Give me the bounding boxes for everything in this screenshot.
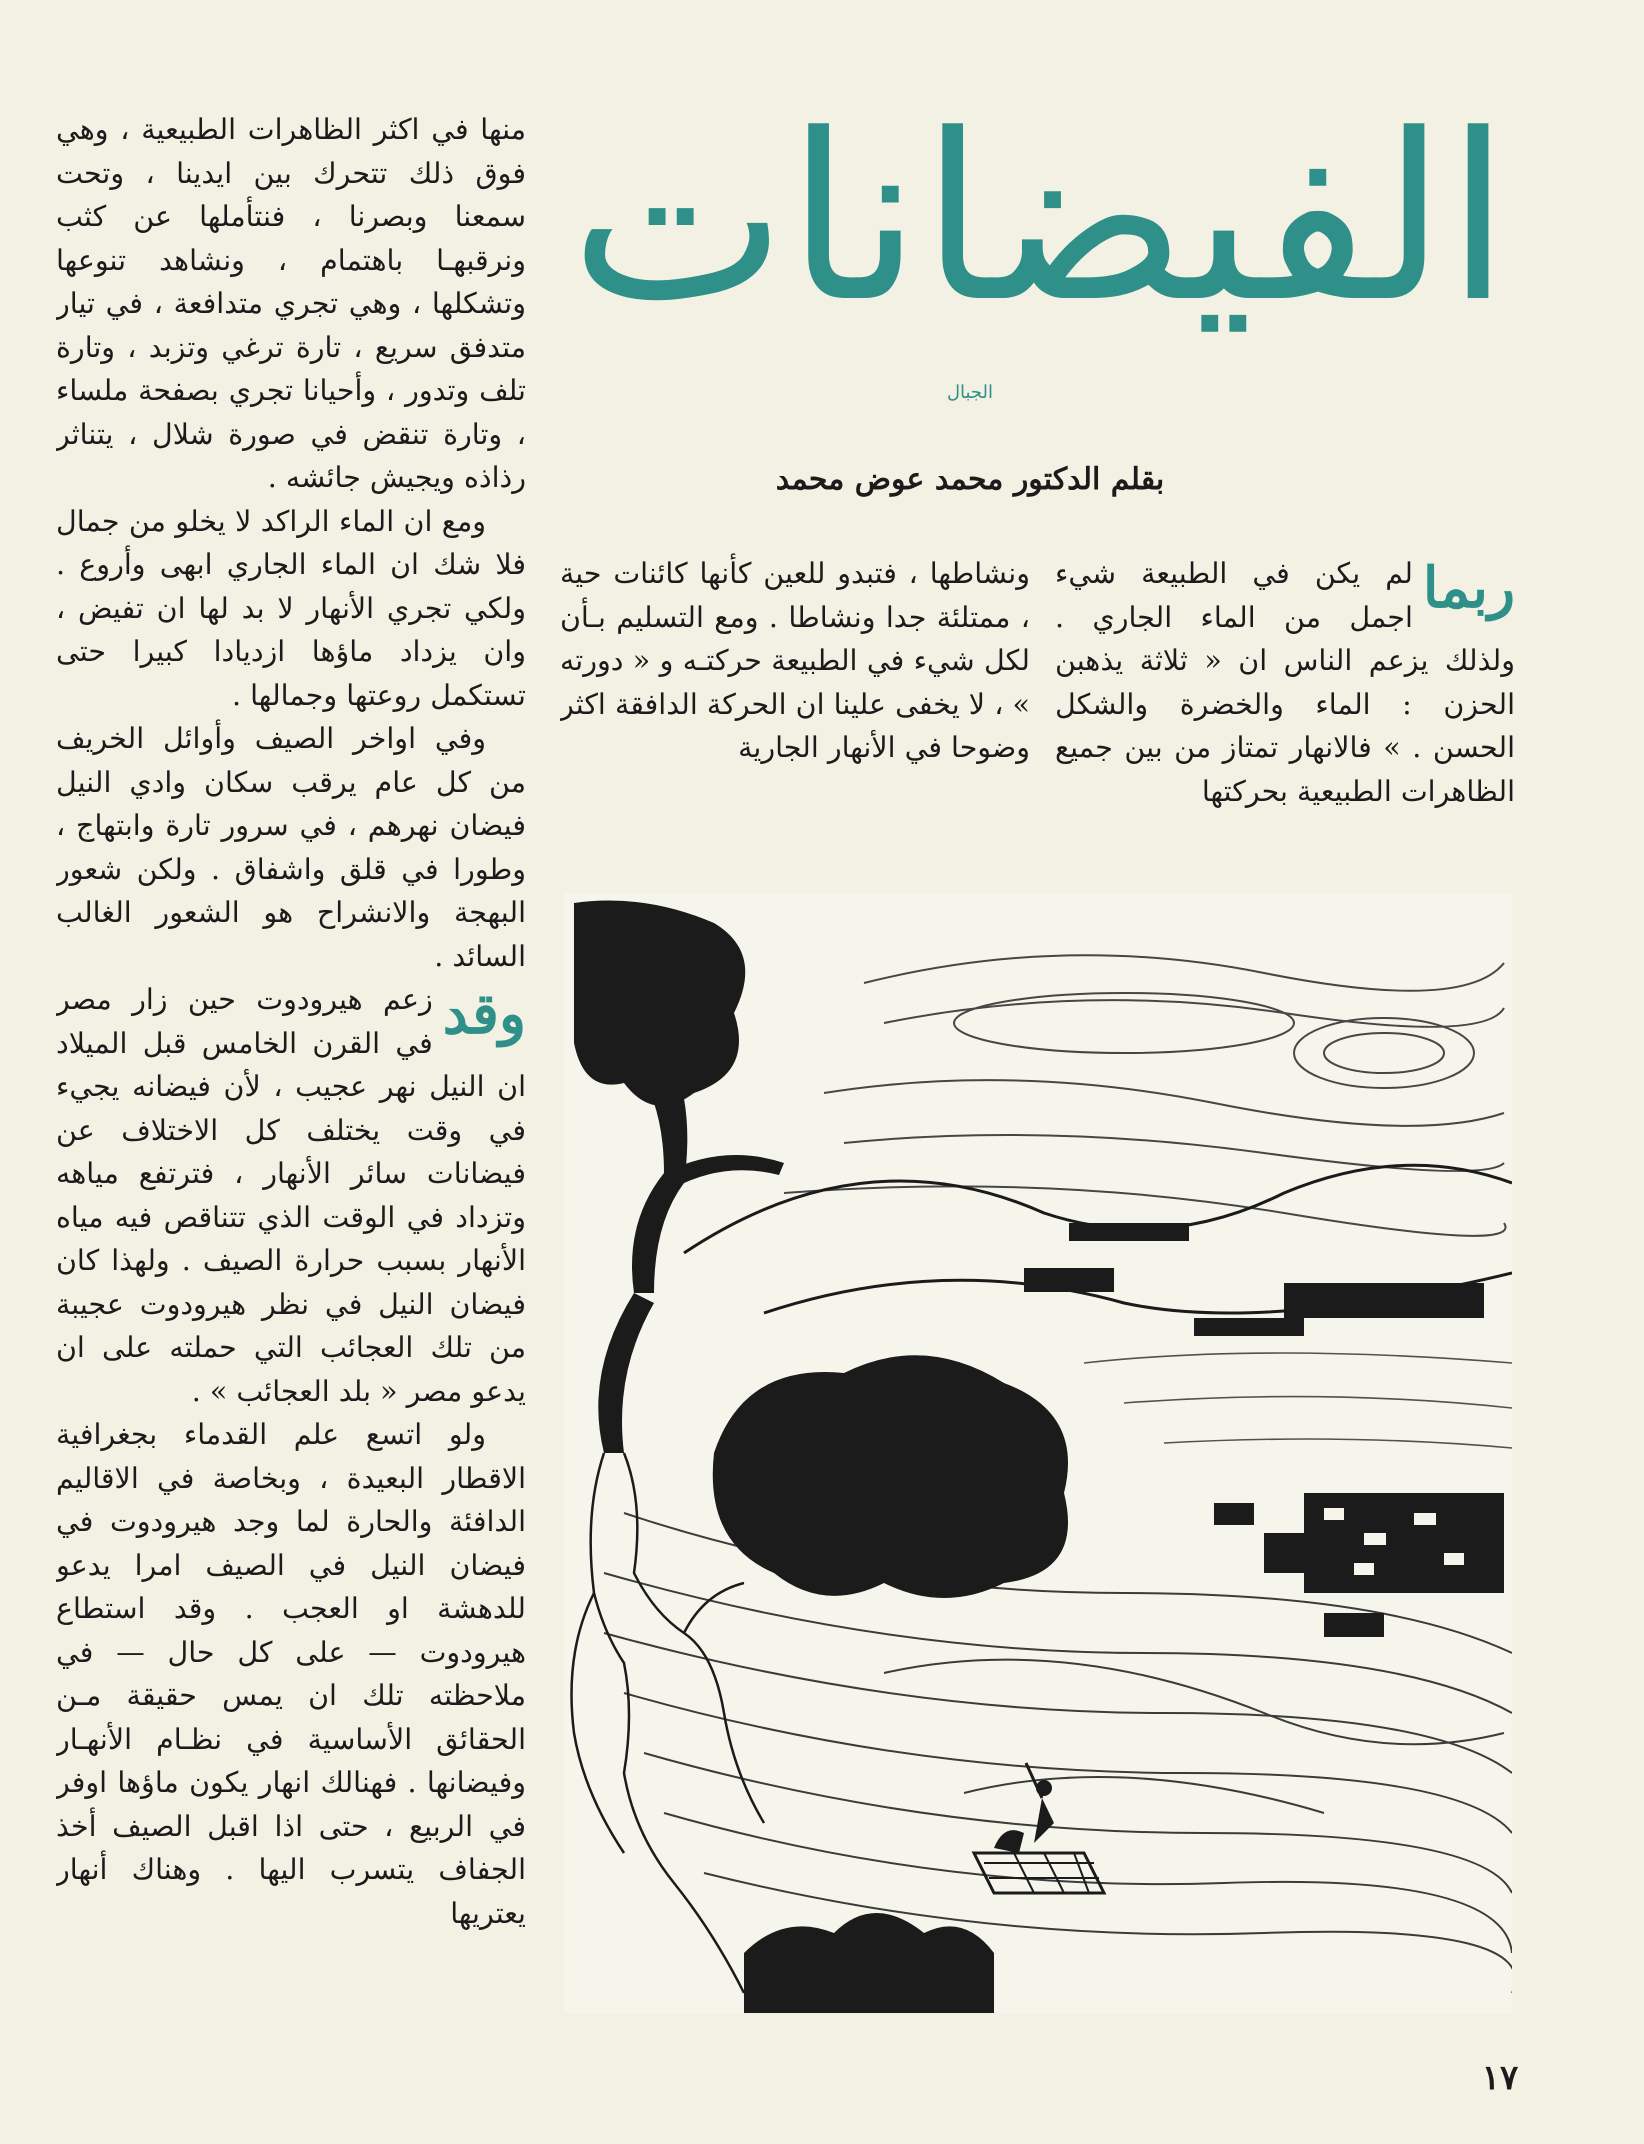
page-number: ١٧ [1481, 2058, 1519, 2098]
dropcap-left: وقد [442, 981, 526, 1047]
paragraph: ونشاطها ، فتبدو للعين كأنها كائنات حية ، ممتلئة جدا ونشاطا . ومع التسليم بـأن لكل شيء في الطبيعة حركتـه و « دورته » ، لا يخفى علينا ان الحركة الدافقة اكثر وضوحا في الأنهار الجارية [560, 557, 1030, 764]
byline: بقلم الدكتور محمد عوض محمد [775, 462, 1165, 497]
paragraph: ومع ان الماء الراكد لا يخلو من جمال فلا شك ان الماء الجاري ابهى وأروع . ولكي تجري الأنهار لا بد لها ان تفيض ، وان يزداد ماؤها ازديادا كبيرا حتى تستكمل روعتها وجمالها . [56, 504, 526, 712]
article-title: الفيضانات [570, 86, 1510, 353]
paragraph: زعم هيرودوت حين زار مصر في القرن الخامس قبل الميلاد ان النيل نهر عجيب ، لأن فيضانه يجيء في وقت يختلف كل الاختلاف عن فيضانات سائر الأنهار ، فترتفع مياهه وتزداد في الوقت الذي تتناقص فيه مياه الأنهار بسبب حرارة الصيف . ولهذا كان فيضان النيل في نظر هيرودوت عجيبة من تلك العجائب التي حملته على ان يدعو مصر « بلد العجائب » . [56, 983, 526, 1408]
right-column [1055, 552, 1515, 822]
paragraph: منها في اكثر الظاهرات الطبيعية ، وهي فوق ذلك تتحرك بين ايدينا ، وتحت سمعنا وبصرنا ، فنتأملها عن كثب ونرقبهـا باهتمام ، ونشاهد تنوعها وتشكلها ، وهي تجري متدافعة ، في تيار متدفق سريع ، تارة ترغي وتزبد ، وتارة تلف وتدور ، وأحيانا تجري بصفحة ملساء ، وتارة تنقض في صورة شلال ، يتناثر رذاذه ويجيش جائشه . [56, 113, 526, 494]
paragraph: وفي اواخر الصيف وأوائل الخريف من كل عام يرقب سكان وادي النيل فيضان نهرهم ، في سرور تارة وابتهاج ، وطورا في قلق واشفاق . ولكن شعور البهجة والانشراح هو الشعور الغالب السائد . [56, 722, 526, 973]
title-signature: الجبال [946, 382, 994, 403]
middle-column [560, 552, 1030, 822]
dropcap-right: ربما [1422, 555, 1515, 621]
left-column [56, 108, 526, 2036]
river-illustration [564, 893, 1512, 2013]
paragraph: ولو اتسع علم القدماء بجغرافية الاقطار البعيدة ، وبخاصة في الاقاليم الدافئة والحارة لما وجد هيرودوت في فيضان النيل في الصيف امرا يدعو للدهشة او العجب . وقد استطاع هيرودوت — على كل حال — في ملاحظته تلك ان يمس حقيقة مـن الحقائق الأساسية في نظـام الأنهـار وفيضانها . فهنالك انهار يكون ماؤها اوفر في الربيع ، حتى اذا اقبل الصيف أخذ الجفاف يتسرب اليها . وهناك أنهار يعتريها [56, 1418, 526, 1930]
paragraph: لم يكن في الطبيعة شيء اجمل من الماء الجاري . ولذلك يزعم الناس ان « ثلاثة يذهبن الحزن : الماء والخضرة والشكل الحسن . » فالانهار تمتاز من بين جميع الظاهرات الطبيعية بحركتها [1055, 557, 1515, 808]
